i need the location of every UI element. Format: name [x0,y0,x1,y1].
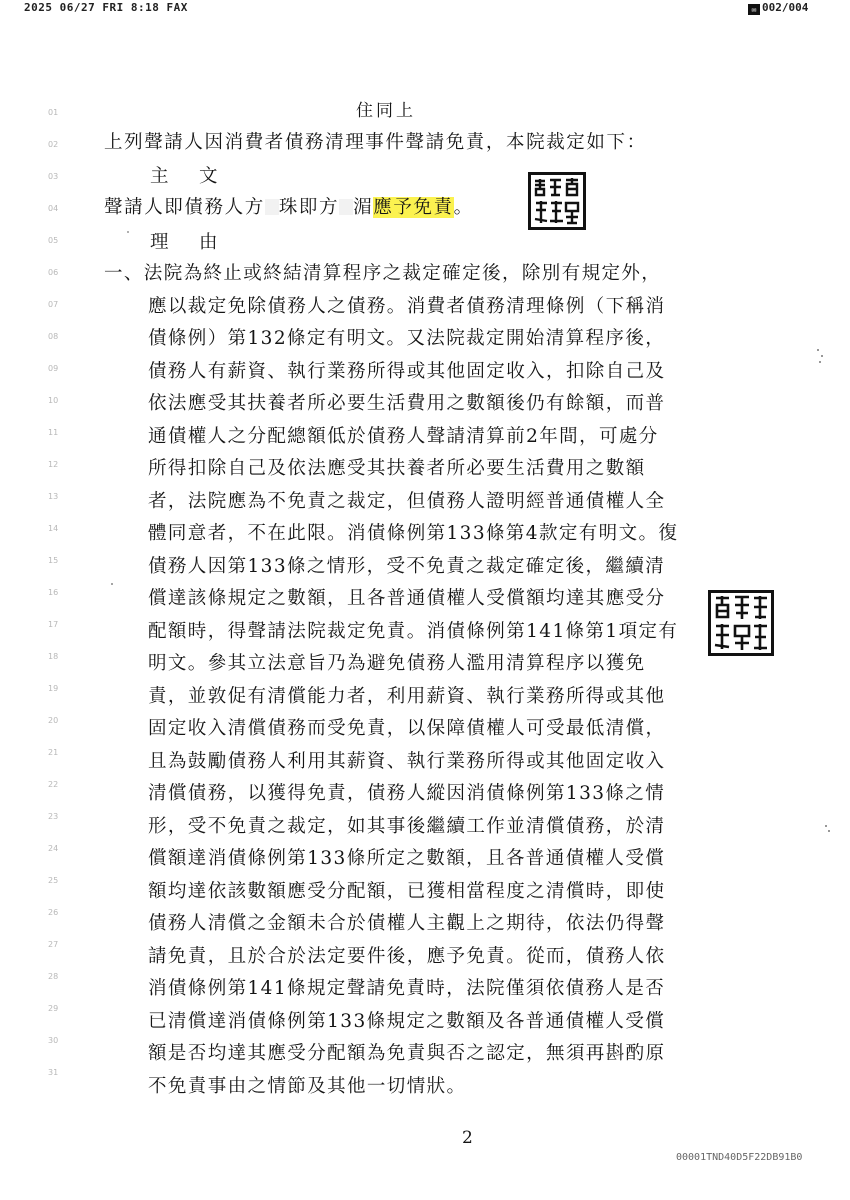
line-number: 13 [48,492,59,501]
line-number: 04 [48,204,59,213]
paragraph-line: 償額達消債條例第133條所定之數額，且各普通債權人受償 [148,848,666,869]
redaction-mark [265,199,279,215]
page-number: 2 [462,1128,473,1148]
ruling-mid1: 珠即方 [278,197,340,218]
line-number: 08 [48,332,59,341]
paragraph-line: 所得扣除自己及依法應受其扶養者所必要生活費用之數額 [148,458,646,479]
paragraph-line: 債務人有薪資、執行業務所得或其他固定收入，扣除自己及 [148,360,666,382]
paragraph-line: 明文。參其立法意旨乃為避免債務人濫用清算程序以獲免 [148,653,646,674]
ruling-mid2: 湄 [353,197,374,218]
line-number: 21 [48,748,59,757]
clerk-seal-stamp [528,172,586,230]
paragraph-line: 體同意者，不在此限。消債條例第133條第4款定有明文。復 [148,523,679,544]
heading-main-text: 主 文 [150,166,224,187]
court-seal-stamp [708,590,774,656]
line-number: 22 [48,780,59,789]
paragraph-line: 且為鼓勵債務人利用其薪資、執行業務所得或其他固定收入 [148,750,666,772]
paragraph-line: 債務人因第133條之情形，受不免責之裁定確定後，繼續清 [148,555,666,577]
line-number: 10 [48,396,59,405]
court-seal-graphic [711,593,771,653]
line-number: 02 [48,140,59,149]
reasoning-paragraph [104,258,678,1103]
paragraph-line: 一、法院為終止或終結清算程序之裁定確定後，除別有規定外， [104,263,662,284]
paragraph-line: 形，受不免責之裁定，如其事後繼續工作並清償債務，於清 [148,815,666,837]
ruling-prefix: 聲請人即債務人方 [104,197,265,218]
line-number: 05 [48,236,59,245]
redaction-mark [339,199,353,215]
line-number: 12 [48,460,59,469]
line-number: 14 [48,524,59,533]
fax-icon: ✉ [748,4,760,15]
fax-page-counter [748,1,808,15]
ruling-suffix: 。 [453,197,474,218]
line-number: 29 [48,1004,59,1013]
line-number: 27 [48,940,59,949]
paragraph-line: 依法應受其扶養者所必要生活費用之數額後仍有餘額，而普 [148,393,666,414]
paragraph-line: 消債條例第141條規定聲請免責時，法院僅須依債務人是否 [148,978,666,999]
line-number-column [48,97,78,1089]
paragraph-line: 額均達依該數額應受分配額，已獲相當程度之清償時，即使 [148,880,666,902]
paragraph-line: 清償債務，以獲得免責，債務人縱因消債條例第133條之情 [148,783,666,804]
paragraph-line: 應以裁定免除債務人之債務。消費者債務清理條例（下稱消 [148,295,666,317]
intro-line: 上列聲請人因消費者債務清理事件聲請免責，本院裁定如下： [104,132,647,153]
line-number: 26 [48,908,59,917]
line-number: 25 [48,876,59,885]
line-number: 11 [48,428,59,437]
paragraph-line: 責，並敦促有清償能力者，利用薪資、執行業務所得或其他 [148,685,666,707]
line-number: 17 [48,620,59,629]
heading-reason-text: 理 由 [150,232,224,253]
fax-timestamp: 2025 06/27 FRI 8:18 FAX [24,1,188,14]
line-number: 30 [48,1036,59,1045]
line-number: 31 [48,1068,59,1077]
clerk-seal-graphic [531,175,583,227]
paragraph-line: 已清償達消債條例第133條規定之數額及各普通債權人受償 [148,1010,666,1032]
line-number: 01 [48,108,59,117]
address-line: 住同上 [356,101,416,121]
line-number: 07 [48,300,59,309]
line-number: 06 [48,268,59,277]
document-id-code: 00001TND40D5F22DB91B0 [676,1152,803,1163]
ruling-highlight: 應予免責 [373,197,454,218]
ruling-line [104,193,474,219]
fax-page-label: 002/004 [762,1,809,14]
paragraph-line: 配額時，得聲請法院裁定免責。消債條例第141條第1項定有 [148,620,679,642]
line-number: 28 [48,972,59,981]
line-number: 23 [48,812,59,821]
line-number: 20 [48,716,59,725]
paragraph-line: 債條例）第132條定有明文。又法院裁定開始清算程序後， [148,328,666,349]
line-number: 24 [48,844,59,853]
paragraph-line: 不免責事由之情節及其他一切情狀。 [148,1075,467,1097]
line-number: 03 [48,172,59,181]
paragraph-line: 通債權人之分配總額低於債務人聲請清算前2年間，可處分 [148,425,659,447]
line-number: 09 [48,364,59,373]
line-number: 16 [48,588,59,597]
paragraph-line: 額是否均達其應受分配額為免責與否之認定，無須再斟酌原 [148,1043,666,1064]
fax-header [0,0,850,16]
paragraph-line: 者，法院應為不免責之裁定，但債務人證明經普通債權人全 [148,490,666,512]
paragraph-line: 債務人清償之金額未合於債權人主觀上之期待，依法仍得聲 [148,913,666,934]
line-number: 15 [48,556,59,565]
line-number: 18 [48,652,59,661]
paragraph-line: 固定收入清償債務而受免責，以保障債權人可受最低清償， [148,718,666,739]
paragraph-line: 請免責，且於合於法定要件後，應予免責。從而，債務人依 [148,945,666,967]
line-number: 19 [48,684,59,693]
paragraph-line: 償達該條規定之數額，且各普通債權人受償額均達其應受分 [148,588,666,609]
